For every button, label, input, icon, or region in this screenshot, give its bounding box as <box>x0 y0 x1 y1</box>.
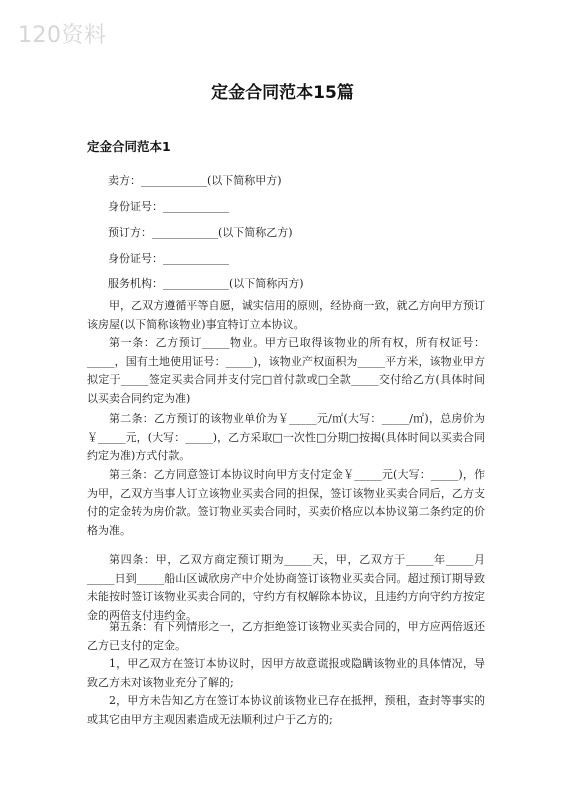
paragraph-article-3: 第三条：乙方同意签订本协议时向甲方支付定金￥_____元(大写：_____)，作为甲，乙双方当事人订立该物业买卖合同的担保，签订该物业买卖合同后，乙方支付的定金转为房价款。签订物业买卖合同时，买卖价格应以本协议第二条约定的价格为准。 <box>87 468 485 537</box>
document-title: 定金合同范本15篇 <box>211 83 354 103</box>
paragraph-article-1: 第一条：乙方预订_____物业。甲方已取得该物业的所有权，所有权证号：_____，国有土地使用证号：_____)，该物业产权面积为_____平方米，该物业甲方拟定于_____签定买卖合同并支付完□首付款或□全款_____交付给乙方(具体时间以买卖合同约定为准) <box>87 336 485 405</box>
agency-line: 服务机构：____________(以下简称丙方) <box>108 277 304 290</box>
seller-line: 卖方：____________(以下简称甲方) <box>108 174 282 187</box>
paragraph-intro: 甲，乙双方遵循平等自愿，诚实信用的原则，经协商一致，就乙方向甲方预订该房屋(以下简称该物业)事宜特订立本协议。 <box>87 299 485 331</box>
watermark: 120资料 <box>18 23 107 48</box>
paragraph-article-4: 第四条：甲，乙双方商定预订期为_____天，甲，乙双方于_____年_____月_____日到_____船山区诚欣房产中介处协商签订该物业买卖合同。超过预订期导致未能按时签订该物业买卖合同的，守约方有权解除本协议，且违约方向守约方按定金的两倍支付违约金。 <box>87 553 485 622</box>
paragraph-article-5: 第五条：有下列情形之一，乙方拒绝签订该物业买卖合同的，甲方应两倍返还乙方已支付的定金。 <box>87 620 485 652</box>
paragraph-article-2: 第二条：乙方预订的该物业单价为￥_____元/㎡(大写：_____/㎡)，总房价为￥_____元，(大写：_____)，乙方采取□一次性□分期□按揭(具体时间以买卖合同约定为准)方式付款。 <box>87 412 485 462</box>
paragraph-clause-2: 2，甲方未告知乙方在签订本协议前该物业已存在抵押，预租，查封等事实的或其它由甲方主观因素造成无法顺利过户于乙方的; <box>87 694 485 726</box>
section-title: 定金合同范本1 <box>87 139 171 154</box>
buyer-id-line: 身份证号：____________ <box>108 252 229 265</box>
paragraph-clause-1: 1，甲乙双方在签订本协议时，因甲方故意谎报或隐瞒该物业的具体情况，导致乙方未对该物业充分了解的; <box>87 657 485 689</box>
seller-id-line: 身份证号：____________ <box>108 200 229 213</box>
buyer-line: 预订方：____________(以下简称乙方) <box>108 226 293 239</box>
